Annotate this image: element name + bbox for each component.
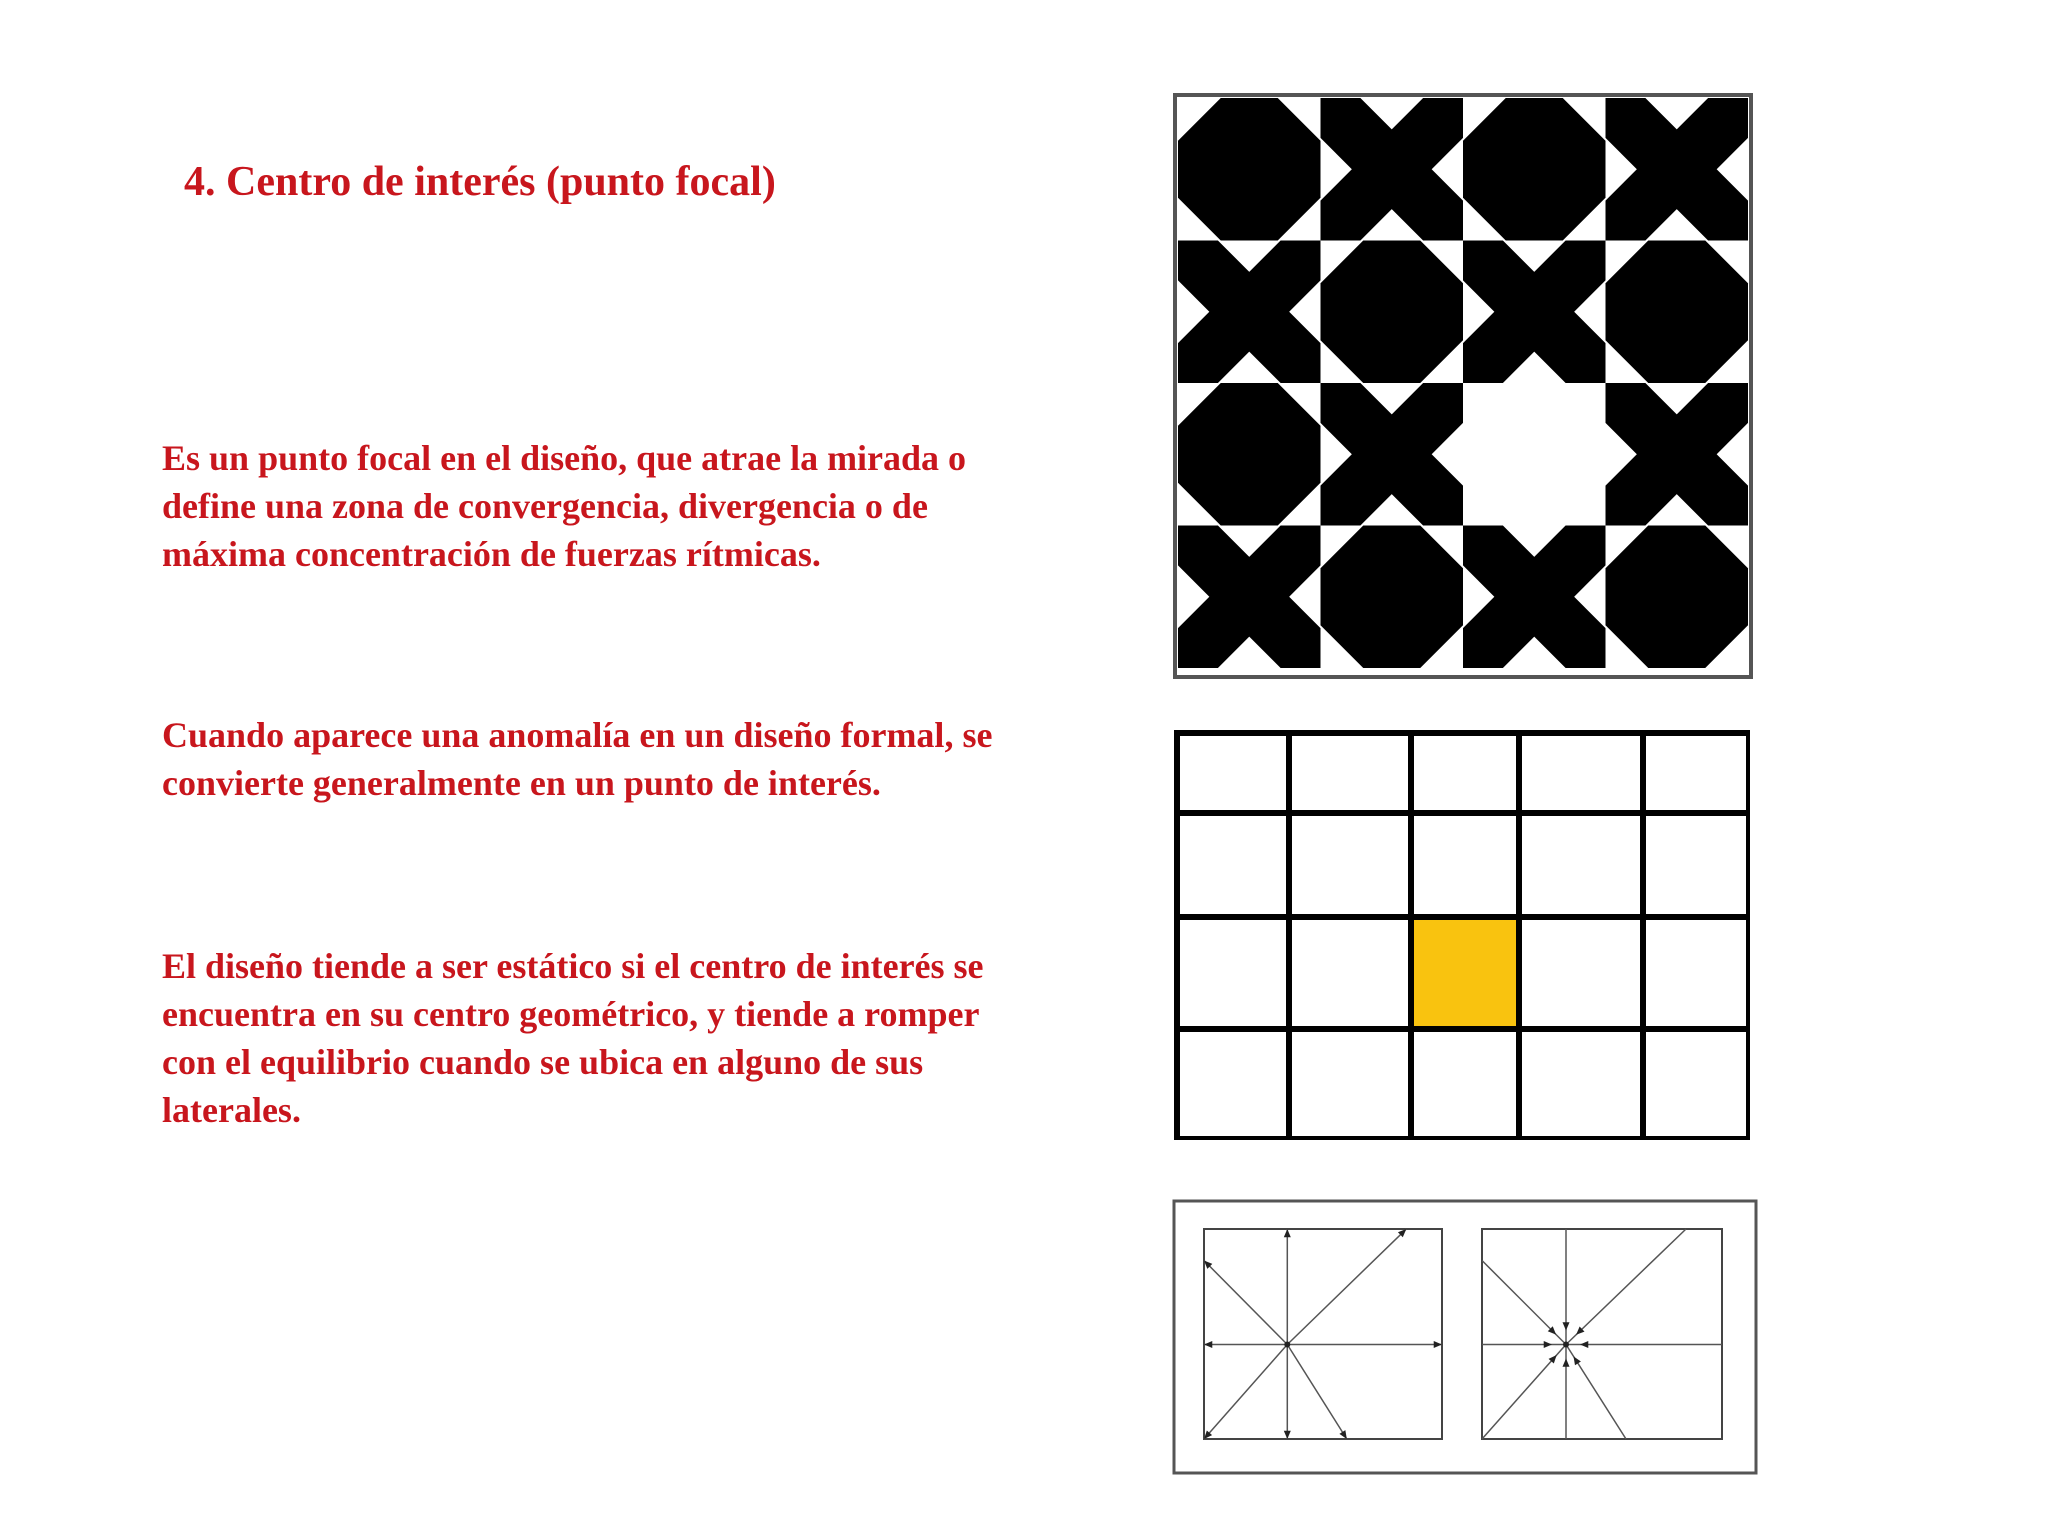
grid-cell: [1519, 813, 1643, 917]
paragraph-anomaly: Cuando aparece una anomalía en un diseño formal, se convierte generalmente en un punto de interés.: [162, 715, 993, 803]
paragraph-balance: El diseño tiende a ser estático si el centro de interés se encuentra en su centro geométrico, y tiende a romper con el equilibrio cuando se ubica en alguno de sus laterales.: [162, 946, 984, 1130]
pattern-octagon-tile: [1321, 526, 1464, 669]
grid-cell: [1519, 917, 1643, 1029]
slide-title: 4. Centro de interés (punto focal): [184, 159, 776, 205]
grid-cell: [1289, 917, 1411, 1029]
force-diagrams-figure: [1172, 1199, 1758, 1475]
paragraph-focal-point: Es un punto focal en el diseño, que atrae la mirada o define una zona de convergencia, divergencia o de máxima concentración de fuerzas rítmicas.: [162, 438, 967, 574]
grid-cell: [1289, 1029, 1411, 1139]
octagon-cross-pattern-figure: [1172, 92, 1754, 680]
pattern-octagon-tile: [1606, 526, 1749, 669]
grid-cell: [1411, 733, 1519, 813]
pattern-octagon-tile: [1606, 241, 1749, 384]
force-center-point: [1284, 1342, 1290, 1348]
grid-anomaly-figure: [1174, 730, 1750, 1140]
grid-cell: [1643, 1029, 1749, 1139]
grid-cell: [1177, 813, 1289, 917]
pattern-octagon-tile: [1178, 98, 1321, 241]
pattern-octagon-tile: [1178, 383, 1321, 526]
grid-cell: [1519, 1029, 1643, 1139]
grid-cell: [1177, 917, 1289, 1029]
force-center-point: [1563, 1342, 1569, 1348]
grid-cell: [1643, 917, 1749, 1029]
grid-cell: [1177, 1029, 1289, 1139]
grid-cell: [1289, 733, 1411, 813]
grid-cell: [1411, 813, 1519, 917]
grid-cell: [1643, 813, 1749, 917]
pattern-star-void: [1463, 383, 1606, 526]
grid-cell: [1519, 733, 1643, 813]
pattern-octagon-tile: [1463, 98, 1606, 241]
grid-cell: [1411, 1029, 1519, 1139]
grid-highlight-cell: [1411, 917, 1519, 1029]
grid-cell: [1643, 733, 1749, 813]
pattern-octagon-tile: [1321, 241, 1464, 384]
grid-cell: [1177, 733, 1289, 813]
grid-cell: [1289, 813, 1411, 917]
